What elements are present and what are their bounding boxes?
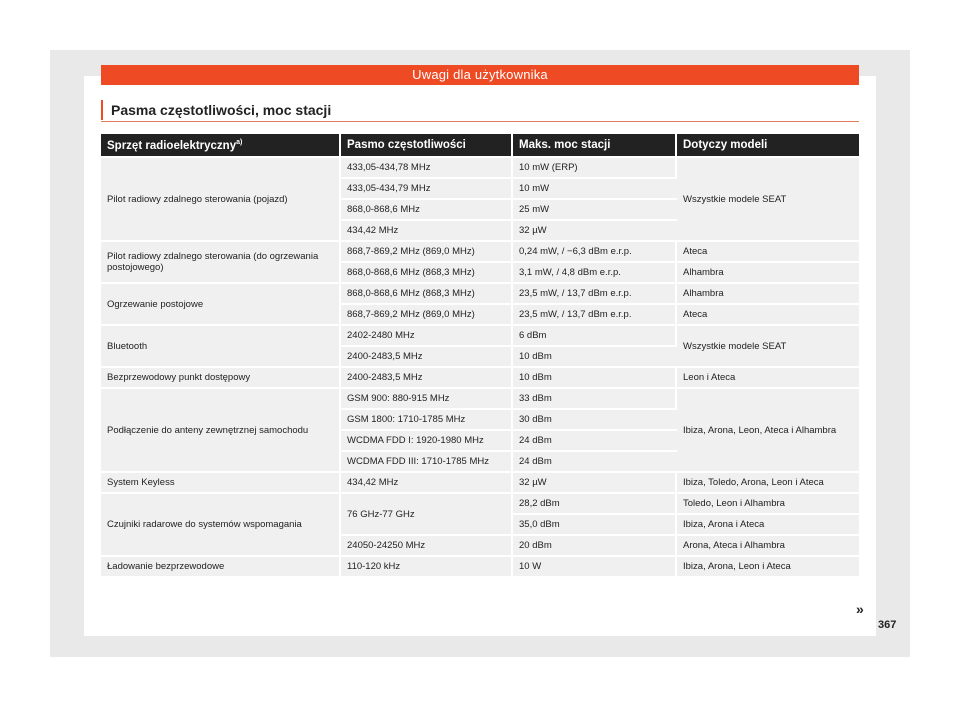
power-cell: 10 W [513,557,677,576]
power-cell: 24 dBm [513,431,677,450]
footnote-marker: a) [236,138,243,146]
table-row [101,368,859,387]
models-cell: Alhambra [677,263,859,282]
column-header-band: Pasmo częstotliwości [341,134,513,156]
chapter-banner: Uwagi dla użytkownika [101,65,859,85]
power-cell: 32 µW [513,221,677,240]
frequency-table [101,132,859,578]
band-cell: 868,0-868,6 MHz [341,200,513,219]
power-cell: 32 µW [513,473,677,492]
device-cell: Czujniki radarowe do systemów wspomagania [101,494,341,555]
page-number: 367 [878,619,897,631]
power-cell: 10 mW (ERP) [513,158,677,177]
section-divider [101,121,859,122]
band-cell: GSM 900: 880-915 MHz [341,389,513,408]
table-row [101,158,859,177]
band-cell: 868,0-868,6 MHz (868,3 MHz) [341,263,513,282]
device-cell: Ogrzewanie postojowe [101,284,341,324]
models-cell: Ateca [677,242,859,261]
models-cell: Ateca [677,305,859,324]
section-title: Pasma częstotliwości, moc stacji [101,100,331,120]
band-cell: 433,05-434,79 MHz [341,179,513,198]
power-cell: 25 mW [513,200,677,219]
models-cell: Wszystkie modele SEAT [677,158,859,240]
band-cell: GSM 1800: 1710-1785 MHz [341,410,513,429]
band-cell: 76 GHz-77 GHz [341,494,513,534]
device-cell: Ładowanie bezprzewodowe [101,557,341,576]
models-cell: Toledo, Leon i Alhambra [677,494,859,513]
models-cell: Ibiza, Arona, Leon, Ateca i Alhambra [677,389,859,471]
power-cell: 10 dBm [513,368,677,387]
continued-marker: » [856,601,864,617]
band-cell: 24050-24250 MHz [341,536,513,555]
band-cell: 434,42 MHz [341,473,513,492]
models-cell: Ibiza, Toledo, Arona, Leon i Ateca [677,473,859,492]
power-cell: 20 dBm [513,536,677,555]
power-cell: 24 dBm [513,452,677,471]
power-cell: 35,0 dBm [513,515,677,534]
band-cell: 2400-2483,5 MHz [341,347,513,366]
device-cell: Bluetooth [101,326,341,366]
table-row [101,557,859,576]
device-cell: Bezprzewodowy punkt dostępowy [101,368,341,387]
table-row [101,242,859,261]
models-cell: Arona, Ateca i Alhambra [677,536,859,555]
power-cell: 30 dBm [513,410,677,429]
table-row [101,326,859,345]
column-header-power: Maks. moc stacji [513,134,677,156]
band-cell: WCDMA FDD I: 1920-1980 MHz [341,431,513,450]
band-cell: 868,7-869,2 MHz (869,0 MHz) [341,242,513,261]
band-cell: 434,42 MHz [341,221,513,240]
column-header-models: Dotyczy modeli [677,134,859,156]
band-cell: 433,05-434,78 MHz [341,158,513,177]
table-row [101,284,859,303]
power-cell: 10 dBm [513,347,677,366]
band-cell: WCDMA FDD III: 1710-1785 MHz [341,452,513,471]
table-header-row [101,134,859,156]
power-cell: 0,24 mW, / −6,3 dBm e.r.p. [513,242,677,261]
models-cell: Wszystkie modele SEAT [677,326,859,366]
power-cell: 28,2 dBm [513,494,677,513]
band-cell: 868,7-869,2 MHz (869,0 MHz) [341,305,513,324]
table-row [101,473,859,492]
device-cell: Pilot radiowy zdalnego sterowania (pojazd) [101,158,341,240]
band-cell: 110-120 kHz [341,557,513,576]
band-cell: 868,0-868,6 MHz (868,3 MHz) [341,284,513,303]
power-cell: 23,5 mW, / 13,7 dBm e.r.p. [513,284,677,303]
table-row [101,389,859,408]
power-cell: 3,1 mW, / 4,8 dBm e.r.p. [513,263,677,282]
power-cell: 6 dBm [513,326,677,345]
device-cell: Pilot radiowy zdalnego sterowania (do ogrzewania postojowego) [101,242,341,282]
power-cell: 23,5 mW, / 13,7 dBm e.r.p. [513,305,677,324]
band-cell: 2402-2480 MHz [341,326,513,345]
power-cell: 10 mW [513,179,677,198]
table-row [101,494,859,513]
models-cell: Ibiza, Arona, Leon i Ateca [677,557,859,576]
models-cell: Leon i Ateca [677,368,859,387]
column-header-device: Sprzęt radioelektryczny$^{a)}$ [101,134,341,156]
models-cell: Alhambra [677,284,859,303]
band-cell: 2400-2483,5 MHz [341,368,513,387]
power-cell: 33 dBm [513,389,677,408]
models-cell: Ibiza, Arona i Ateca [677,515,859,534]
device-cell: Podłączenie do anteny zewnętrznej samochodu [101,389,341,471]
device-cell: System Keyless [101,473,341,492]
